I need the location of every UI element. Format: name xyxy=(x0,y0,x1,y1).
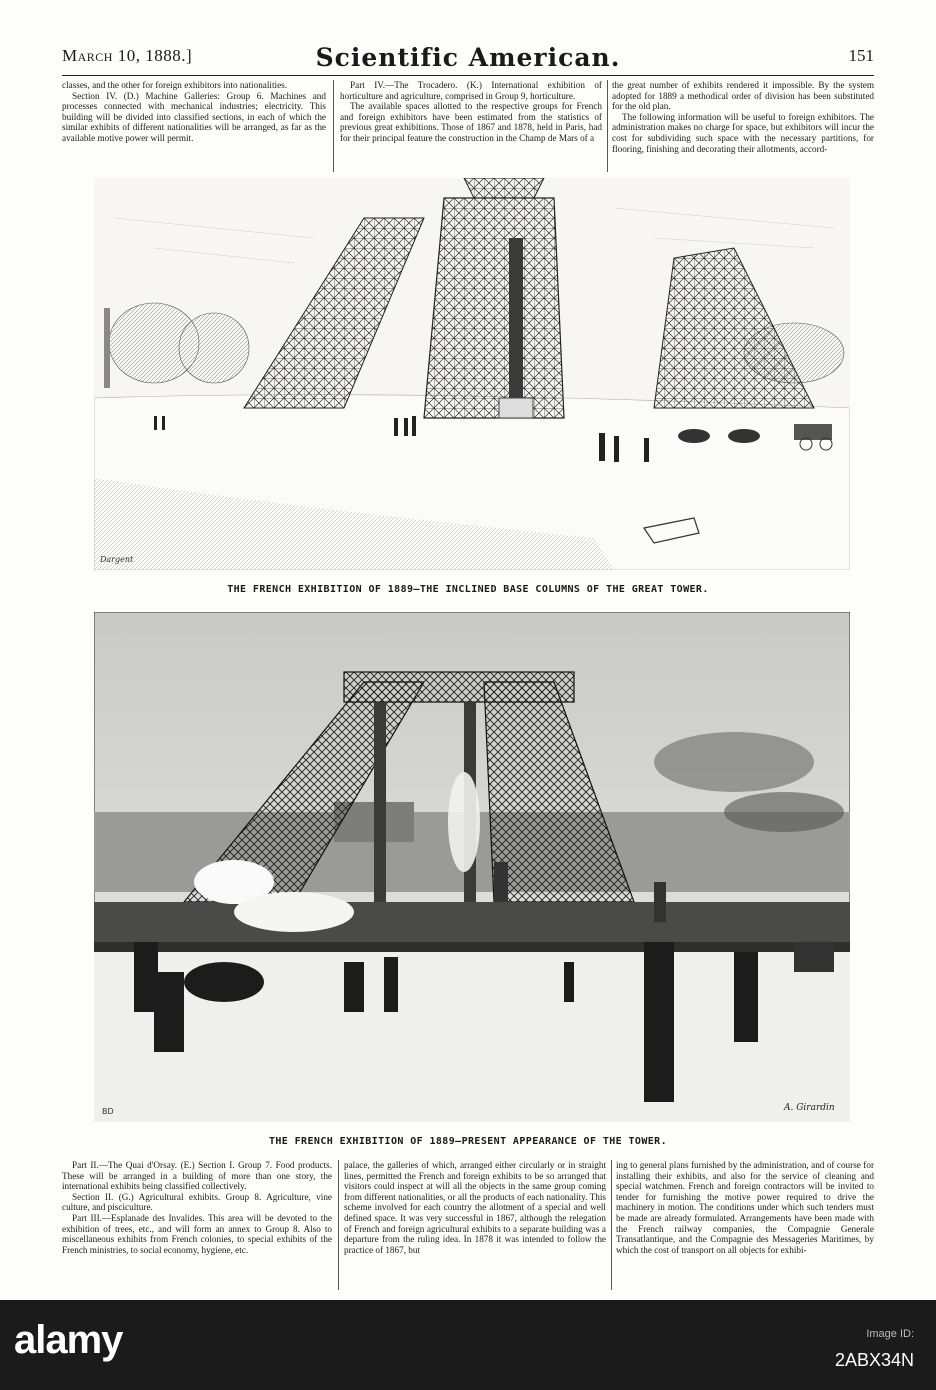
tower-first-platform xyxy=(344,672,574,702)
man-in-overcoat xyxy=(644,942,674,1102)
stock-tag-label: Image ID: xyxy=(866,1328,914,1340)
center-tower-leg-scaffold xyxy=(424,198,564,418)
bottom-column-1 xyxy=(62,1160,332,1255)
central-column xyxy=(509,238,523,418)
corner-mark: BD xyxy=(102,1107,114,1116)
masthead-title: Scientific American. xyxy=(315,43,621,72)
stock-image-id: 2ABX34N xyxy=(834,1350,914,1370)
paragraph: Part IV.—The Trocadero. (K.) International exhibition of horticulture and agriculture, comprised in Group 9, horticulture. xyxy=(340,80,602,101)
top-column-1 xyxy=(62,80,326,144)
engraver-signature: Dargent xyxy=(100,555,134,564)
church-spire-icon xyxy=(104,308,110,388)
top-column-3 xyxy=(612,80,874,154)
paragraph: The following information will be useful to foreign exhibitors. The administration makes no charge for space, but exhibitors will incur the cost for subdividing such space with the necessary partitions, for flooring, finishing and decorating their allotments, accord- xyxy=(612,111,874,154)
paragraph: palace, the galleries of which, arranged either circularly or in straight lines, permitted the French and foreign exhibits to be so arranged that visitors could inspect at will all the objects in the same group coming from different nationalities, or all the products of each nationality. This scheme involved for each country the allotment of a special and well defined space. It was very successful in 1867, although the relegation of French and foreign agricultural exhibits to a separate building was a departure from the ruling idea. In 1878 it was intended to follow the practice of 1867, but xyxy=(344,1160,606,1255)
paragraph: The available spaces allotted to the respective groups for French and foreign exhibitors have been estimated from the statistics of previous great exhibitions. Those of 1867 and 1878, held in Paris, had for their principal feature the construction in the Champ de Mars of a xyxy=(340,101,602,143)
top-column-2 xyxy=(340,80,602,144)
paragraph: Part II.—The Quai d'Orsay. (E.) Section I. Group 7. Food products. These will be arranged in a building of more than one story, the international exhibits being classified collectively. xyxy=(62,1160,332,1192)
paragraph: classes, and the other for foreign exhibitors into nationalities. xyxy=(62,80,288,90)
page-header xyxy=(62,43,874,72)
paragraph: the great number of exhibits rendered it impossible. By the system adopted for 1889 a methodical order of division has been substituted for the old plan. xyxy=(612,80,874,112)
issue-date: March 10, 1888.] xyxy=(62,46,193,65)
column-divider xyxy=(607,80,608,172)
artist-signature: A. Girardin xyxy=(784,1103,835,1113)
engraving-present-appearance xyxy=(94,612,850,1122)
alamy-logo: alamy xyxy=(14,1318,123,1362)
paragraph: Section II. (G.) Agricultural exhibits. Group 8. Agriculture, vine culture, and pisciculture. xyxy=(62,1191,332,1213)
paragraph: ing to general plans furnished by the administration, and of course for installing their exhibits, and also for the service of cleaning and special watchmen. French and foreign contractors will be invited to tender for furnishing the motive power required to drive the machinery in motion. The conditions under which such tenders must be made are already formulated. Arrangements have been made with the French railway companies, the Compagnie Generale Transatlantique, and the Compagnie des Messageries Maritimes, by which the cost of transport on all objects for exhibi- xyxy=(616,1160,874,1255)
column-divider xyxy=(611,1160,612,1290)
bottom-column-3 xyxy=(616,1160,874,1255)
engraving-inclined-base-columns xyxy=(94,178,850,570)
bottom-column-2 xyxy=(344,1160,606,1255)
figure-1-caption: THE FRENCH EXHIBITION OF 1889—THE INCLINED BASE COLUMNS OF THE GREAT TOWER. xyxy=(227,584,709,595)
paragraph: Part III.—Esplanade des Invalides. This area will be devoted to the exhibition of trees, etc., and will form an annex to Group 8. Also to miscellaneous exhibits from French colonies, to special exhibits of the French ministries, to social economy, hygiene, etc. xyxy=(62,1212,332,1255)
paragraph: Section IV. (D.) Machine Galleries: Group 6. Machines and processes connected with mechanical industries; electricity. This building will be divided into classified sections, in each of which the similar exhibits of different nationalities will be arranged, as far as the available motive power will permit. xyxy=(62,90,326,143)
page-number: 151 xyxy=(848,46,874,65)
figure-2-caption: THE FRENCH EXHIBITION OF 1889—PRESENT APPEARANCE OF THE TOWER. xyxy=(268,1136,668,1147)
stock-watermark-band xyxy=(0,1300,936,1390)
header-rule xyxy=(62,75,874,76)
column-divider xyxy=(338,1160,339,1290)
column-divider xyxy=(333,80,334,172)
